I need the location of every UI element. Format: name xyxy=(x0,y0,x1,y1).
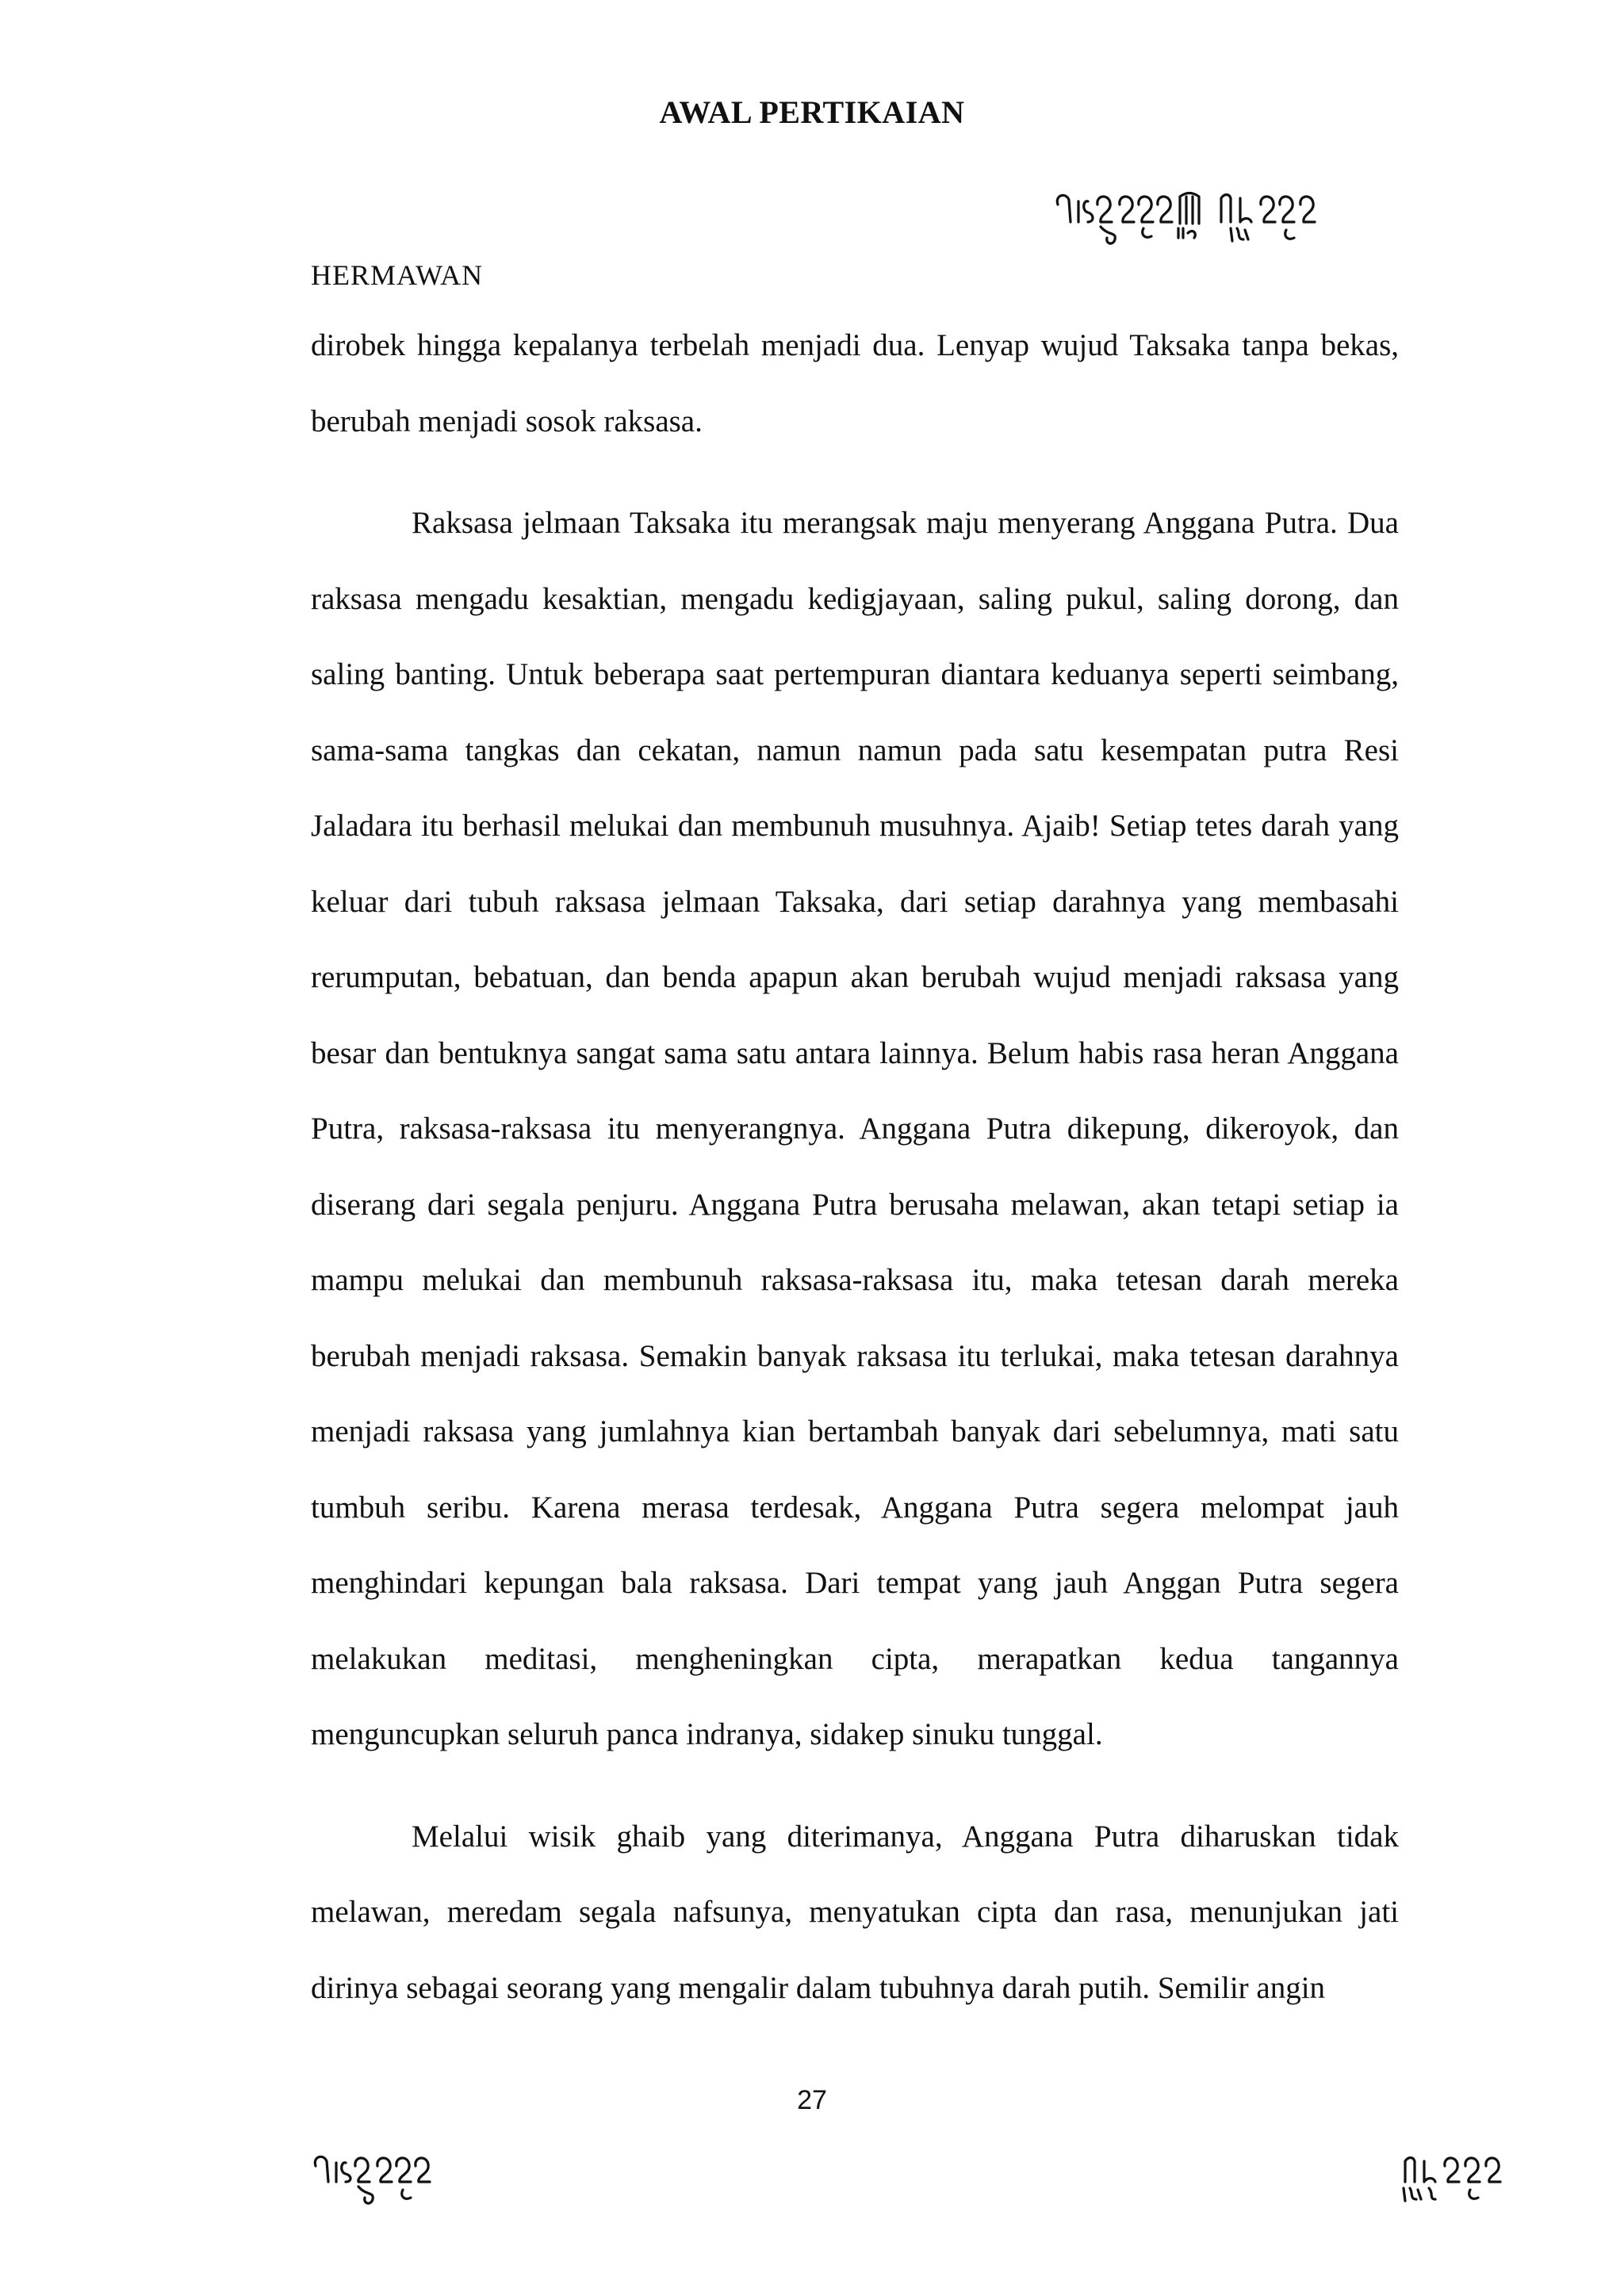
page-number: 27 xyxy=(797,2085,827,2115)
paragraph: Melalui wisik ghaib yang diterimanya, Anggana Putra diharuskan tidak melawan, meredam segala nafsunya, menyatukan cipta dan rasa, menunjukan jati dirinya sebagai seorang yang mengalir dalam tubuhnya darah putih. Semilir angin xyxy=(311,1819,1399,2005)
body-text xyxy=(311,308,1399,2026)
author-name: HERMAWAN xyxy=(311,259,484,291)
page-title: AWAL PERTIKAIAN xyxy=(659,94,965,130)
paragraph: Raksasa jelmaan Taksaka itu merangsak maju menyerang Anggana Putra. Dua raksasa mengadu kesaktian, mengadu kedigjayaan, saling pukul, saling dorong, dan saling banting. Untuk beberapa saat pertempuran diantara keduanya seperti seimbang, sama-sama tangkas dan cekatan, namun namun pada satu kesempatan putra Resi Jaladara itu berhasil melukai dan membunuh musuhnya. Ajaib! Setiap tetes darah yang keluar dari tubuh raksasa jelmaan Taksaka, dari setiap darahnya yang membasahi rerumputan, bebatuan, dan benda apapun akan berubah wujud menjadi raksasa yang besar dan bentuknya sangat sama satu antara lainnya. Belum habis rasa heran Anggana Putra, raksasa-raksasa itu menyerangnya. Anggana Putra dikepung, dikeroyok, dan diserang dari segala penjuru. Anggana Putra berusaha melawan, akan tetapi setiap ia mampu melukai dan membunuh raksasa-raksasa itu, maka tetesan darah mereka berubah menjadi raksasa. Semakin banyak raksasa itu terlukai, maka tetesan darahnya menjadi raksasa yang jumlahnya kian bertambah banyak dari sebelumnya, mati satu tumbuh seribu. Karena merasa terdesak, Anggana Putra segera melompat jauh menghindari kepungan bala raksasa. Dari tempat yang jauh Anggan Putra segera melakukan meditasi, mengheningkan cipta, merapatkan kedua tangannya menguncupkan seluruh panca indranya, sidakep sinuku tunggal. xyxy=(311,506,1399,1751)
javanese-script-footer-left-ornament xyxy=(311,2144,501,2207)
paragraph: dirobek hingga kepalanya terbelah menjadi dua. Lenyap wujud Taksaka tanpa bekas, berubah menjadi sosok raksasa. xyxy=(311,328,1399,438)
javanese-script-footer-right-ornament xyxy=(1389,2144,1548,2207)
javanese-script-header-ornament xyxy=(1053,181,1402,252)
